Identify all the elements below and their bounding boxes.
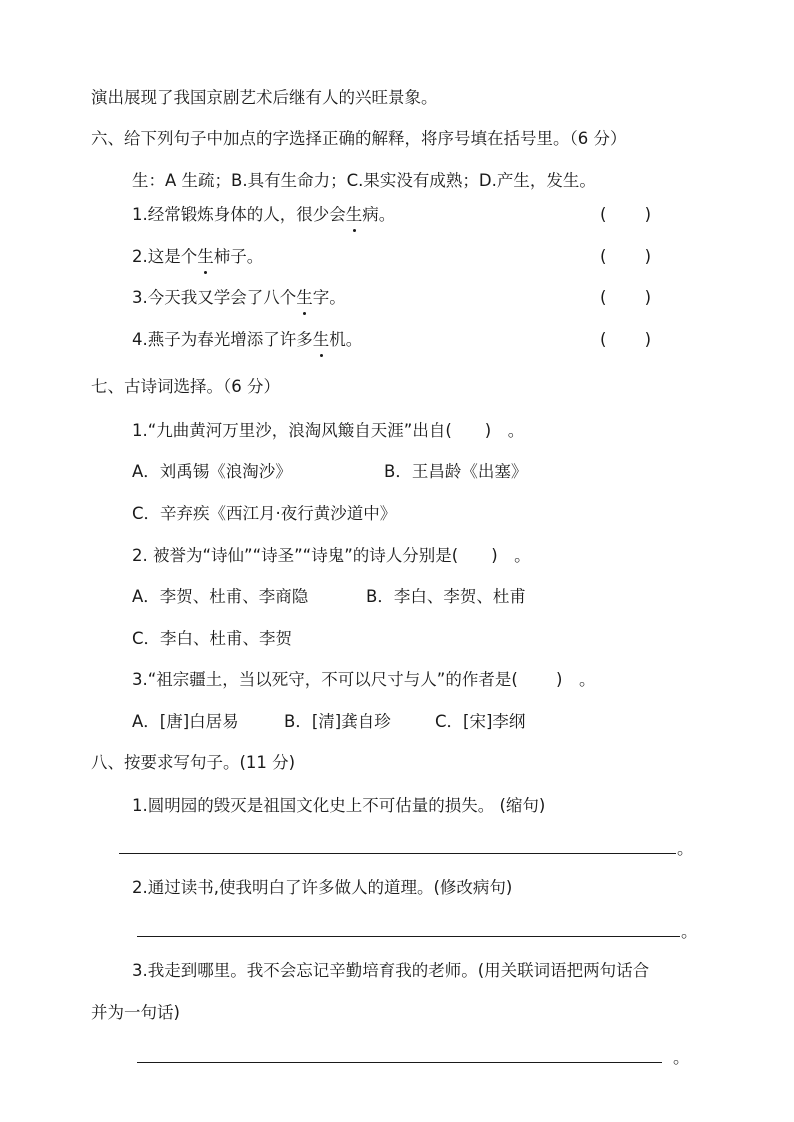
- answer-paren-2[interactable]: ( ): [600, 247, 652, 266]
- answer-line-3[interactable]: [137, 1062, 662, 1063]
- item-text: 机。: [329, 330, 363, 349]
- end-mark-1: 。: [677, 839, 694, 858]
- section-7-q3-option-c[interactable]: C．[宋]李纲: [435, 712, 526, 731]
- section-6-options: 生：A 生疏；B.具有生命力；C.果实没有成熟；D.产生，发生。: [132, 171, 596, 190]
- dotted-char: 生: [197, 247, 214, 266]
- answer-line-2[interactable]: [137, 936, 680, 937]
- section-8-heading: 八、按要求写句子。(11 分): [91, 753, 296, 772]
- end-mark-3: 。: [673, 1048, 690, 1067]
- answer-line-1[interactable]: [119, 853, 676, 854]
- section-8-q2: 2.通过读书,使我明白了许多做人的道理。(修改病句): [132, 878, 513, 897]
- section-8-q3-line-1: 3.我走到哪里。我不会忘记辛勤培育我的老师。(用关联词语把两句话合: [132, 961, 650, 980]
- item-text: 字。: [312, 288, 346, 307]
- section-7-q3-option-b[interactable]: B．[清]龚自珍: [284, 712, 391, 731]
- answer-paren-1[interactable]: ( ): [600, 205, 652, 224]
- item-text: 4.燕子为春光增添了许多: [132, 330, 313, 349]
- item-text: 柿子。: [213, 247, 264, 266]
- section-7-q2-option-b[interactable]: B．李白、李贺、杜甫: [366, 587, 526, 606]
- section-7-q2: 2. 被誉为“诗仙”“诗圣”“诗鬼”的诗人分别是( ) 。: [132, 546, 531, 565]
- section-7-q1-option-c[interactable]: C．辛弃疾《西江月·夜行黄沙道中》: [132, 504, 397, 523]
- item-text: 3.今天我又学会了八个: [132, 288, 297, 307]
- item-text: 1.经常锻炼身体的人，很少会: [132, 205, 346, 224]
- section-6-item-1: [132, 204, 395, 226]
- section-7-q2-option-a[interactable]: A．李贺、杜甫、李商隐: [132, 587, 309, 606]
- section-6-item-3: [132, 287, 346, 309]
- section-7-heading: 七、古诗词选择。（6 分）: [91, 377, 280, 396]
- item-text: 2.这是个: [132, 247, 198, 266]
- end-mark-2: 。: [681, 922, 698, 941]
- dotted-char: 生: [312, 330, 330, 349]
- section-7-q3-option-a[interactable]: A．[唐]白居易: [132, 712, 239, 731]
- section-7-q3: 3.“祖宗疆土，当以死守，不可以尺寸与人”的作者是( ) 。: [132, 670, 596, 689]
- answer-paren-3[interactable]: ( ): [600, 288, 652, 307]
- dotted-char: 生: [345, 205, 363, 224]
- section-6-item-2: [132, 246, 263, 268]
- section-6-heading: 六、给下列句子中加点的字选择正确的解释，将序号填在括号里。（6 分）: [91, 129, 627, 148]
- item-text: 病。: [362, 205, 396, 224]
- section-7-q1-option-b[interactable]: B．王昌龄《出塞》: [384, 462, 528, 481]
- section-7-q2-option-c[interactable]: C．李白、杜甫、李贺: [132, 629, 293, 648]
- section-7-q1: 1.“九曲黄河万里沙，浪淘风簸自天涯”出自( ) 。: [132, 421, 525, 440]
- section-7-q1-option-a[interactable]: A．刘禹锡《浪淘沙》: [132, 462, 292, 481]
- intro-line: 演出展现了我国京剧艺术后继有人的兴旺景象。: [91, 88, 438, 107]
- section-6-item-4: [132, 329, 362, 351]
- section-8-q3-line-2: 并为一句话): [91, 1003, 180, 1022]
- dotted-char: 生: [296, 288, 313, 307]
- section-8-q1: 1.圆明园的毁灭是祖国文化史上不可估量的损失。 (缩句): [132, 796, 546, 815]
- answer-paren-4[interactable]: ( ): [600, 330, 652, 349]
